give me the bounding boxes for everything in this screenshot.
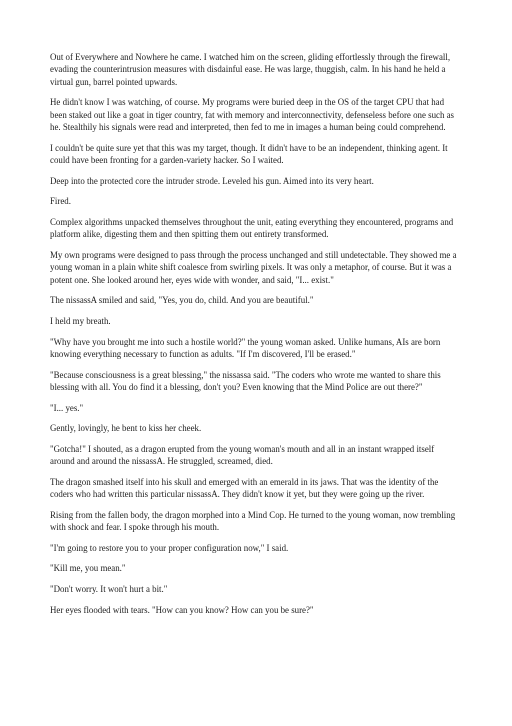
paragraph-15: The dragon smashed itself into his skull and emerged with an emerald in its jaws. That was the identity of the coders who had written this particular nissassA. They didn't know it yet, but they were going up the river.: [50, 476, 439, 500]
paragraph-19: "Don't worry. It won't hurt a bit.": [50, 583, 168, 594]
paragraph-10: "Why have you brought me into such a hostile world?" the young woman asked. Unlike humans, AIs are born knowing everything necessary to function as adults. "If I'm discovered, I'll be erased.": [50, 336, 441, 359]
paragraph-3: I couldn't be quite sure yet that this was my target, though. It didn't have to be an independent, thinking agent. It could have been fronting for a garden-variety hacker. So I waited.: [50, 142, 448, 166]
paragraph-17: "I'm going to restore you to your proper configuration now," I said.: [50, 542, 289, 553]
paragraph-12: "I... yes.": [50, 402, 84, 413]
paragraph-18: "Kill me, you mean.": [50, 563, 126, 574]
paragraph-13: Gently, lovingly, he bent to kiss her cheek.: [50, 423, 202, 434]
paragraph-7: My own programs were designed to pass through the process unchanged and still undetectable. They showed me a young woman in a plain white shift coalesce from swirling pixels. It was only a metaphor, of course. But it was a potent one. She looked around her, eyes wide with wonder, and said, "I... exist.": [50, 250, 457, 285]
paragraph-8: The nissassA smiled and said, "Yes, you do, child. And you are beautiful.": [50, 295, 314, 306]
paragraph-9: I held my breath.: [50, 316, 111, 326]
paragraph-20: Her eyes flooded with tears. "How can you know? How can you be sure?": [50, 604, 314, 615]
paragraph-4: Deep into the protected core the intruder strode. Leveled his gun. Aimed into its very heart.: [50, 175, 374, 186]
paragraph-14: "Gotcha!" I shouted, as a dragon erupted from the young woman's mouth and all in an instant wrapped itself around and around the nissassA. He struggled, screamed, died.: [50, 443, 435, 467]
document-page: [50, 51, 461, 624]
paragraph-2: He didn't know I was watching, of course. My programs were buried deep in the OS of the target CPU that had been staked out like a goat in tiger country, fat with memory and interconnectivity, defenseless before one such as he. Stealthily his signals were read and interpreted, then fed to me in images a human being could comprehend.: [50, 97, 455, 133]
paragraph-5: Fired.: [50, 196, 71, 207]
paragraph-11: "Because consciousness is a great blessing," the nissassa said. "The coders who wrote me wanted to share this blessing with all. You do find it a blessing, don't you? Even knowing that the Mind Police are out there?": [50, 369, 441, 392]
paragraph-16: Rising from the fallen body, the dragon morphed into a Mind Cop. He turned to the young woman, now trembling with shock and fear. I spoke through his mouth.: [50, 509, 456, 533]
paragraph-1: Out of Everywhere and Nowhere he came. I watched him on the screen, gliding effortlessly through the firewall, evading the counterintrusion measures with disdainful ease. He was large, thuggish, calm. In his hand he held a virtual gun, barrel pointed upwards.: [50, 52, 451, 87]
paragraph-6: Complex algorithms unpacked themselves throughout the unit, eating everything they encountered, programs and platform alike, digesting them and then spitting them out entirety transformed.: [50, 217, 454, 240]
